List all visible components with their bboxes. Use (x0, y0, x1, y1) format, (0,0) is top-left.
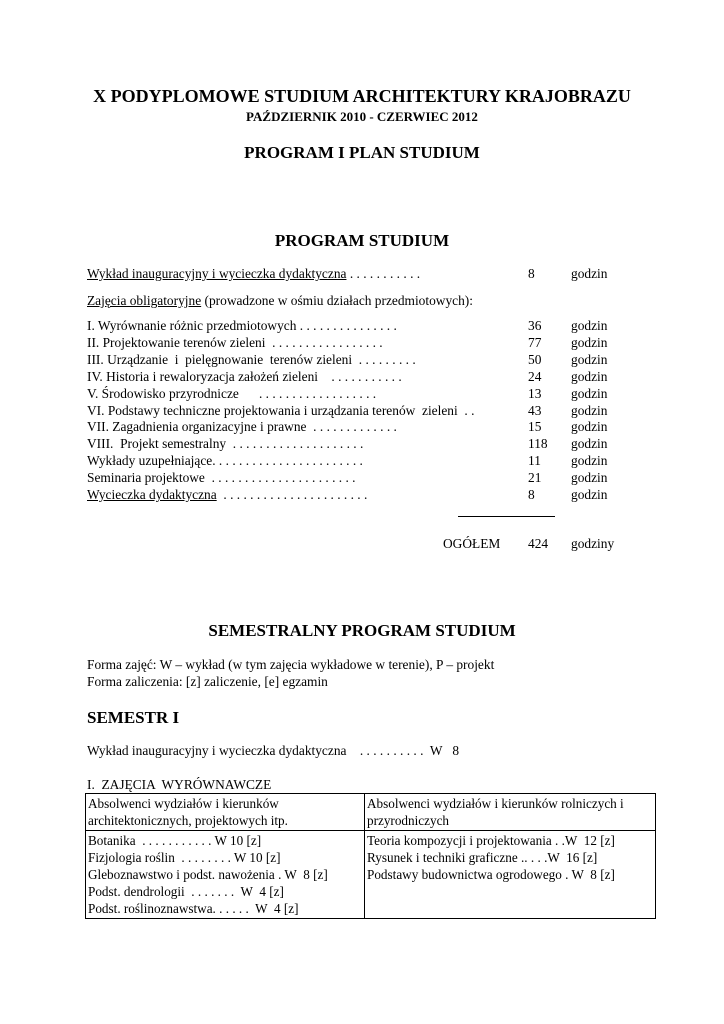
program-item-hours: 24 (528, 368, 542, 384)
program-item-dots: . . . . . . . . . . . . . . . . . . . . . . (216, 487, 368, 502)
right-header-cell (365, 794, 656, 831)
program-item-hours: 77 (528, 334, 542, 350)
program-item-label: VIII. Projekt semestralny . . . . . . . . . . . . . . . . . . . . (87, 436, 364, 452)
program-item-unit: godzin (571, 453, 608, 469)
program-item-label (87, 487, 367, 503)
program-item-label: III. Urządzanie i pielęgnowanie terenów zieleni . . . . . . . . . (87, 351, 416, 367)
intro-label: Wykład inauguracyjny i wycieczka dydaktyczna (87, 266, 347, 281)
program-item-hours: 13 (528, 385, 542, 401)
semester-program-heading: SEMESTRALNY PROGRAM STUDIUM (208, 621, 516, 640)
obligatory-label: Zajęcia obligatoryjne (87, 293, 202, 308)
program-item-hours: 43 (528, 402, 542, 418)
left-header-cell (86, 794, 365, 831)
right-header-line: przyrodniczych (367, 813, 450, 828)
program-item-label: II. Projektowanie terenów zieleni . . . . . . . . . . . . . . . . . (87, 334, 383, 350)
total-unit: godziny (571, 536, 615, 551)
program-item-label: VII. Zagadnienia organizacyjne i prawne . . . . . . . . . . . . . (87, 419, 397, 435)
course-item: Teoria kompozycji i projektowania . .W 12 [z] (367, 833, 615, 848)
course-item: Rysunek i techniki graficzne .. . . .W 16 [z] (367, 850, 598, 865)
program-item-unit: godzin (571, 318, 608, 333)
program-item-unit: godzin (571, 470, 608, 486)
program-item-hours: 8 (528, 487, 535, 502)
obligatory-note: (prowadzone w ośmiu działach przedmiotowych): (201, 293, 473, 308)
right-header-line: Absolwenci wydziałów i kierunków rolniczych i (367, 796, 624, 811)
program-item-unit: godzin (571, 351, 608, 367)
total-hours: 424 (528, 536, 549, 551)
left-courses-cell (86, 831, 365, 919)
intro-dots: . . . . . . . . . . . (346, 266, 421, 281)
program-item-unit: godzin (571, 487, 608, 502)
program-item-unit: godzin (571, 419, 608, 435)
form-classes: Forma zajęć: W – wykład (w tym zajęcia wykładowe w terenie), P – projekt (87, 657, 495, 672)
program-item-unit: godzin (571, 436, 608, 452)
program-item-unit: godzin (571, 385, 608, 401)
program-item-unit: godzin (571, 368, 608, 384)
program-item-label: VI. Podstawy techniczne projektowania i urządzania terenów zieleni . . (87, 402, 475, 418)
intro-hours: 8 (528, 266, 535, 281)
program-item-hours: 118 (528, 436, 548, 452)
table-header-row (86, 794, 656, 831)
course-item: Botanika . . . . . . . . . . . W 10 [z] (88, 833, 262, 848)
program-item-hours: 15 (528, 419, 542, 435)
semester1-heading: SEMESTR I (87, 708, 180, 727)
right-courses-cell (365, 831, 656, 919)
document-dates: PAŹDZIERNIK 2010 - CZERWIEC 2012 (246, 109, 478, 124)
document-title: X PODYPLOMOWE STUDIUM ARCHITEKTURY KRAJOBRAZU (93, 86, 631, 106)
total-label: OGÓŁEM (443, 536, 501, 551)
left-header-line: architektonicznych, projektowych itp. (88, 813, 288, 828)
classes-table (85, 793, 656, 919)
program-item-hours: 21 (528, 470, 542, 486)
program-item-hours: 50 (528, 351, 542, 367)
course-item: Podst. roślinoznawstwa. . . . . . W 4 [z] (88, 901, 299, 916)
program-item-label: V. Środowisko przyrodnicze . . . . . . . . . . . . . . . . . . (87, 385, 377, 401)
document-subtitle: PROGRAM I PLAN STUDIUM (244, 143, 480, 162)
program-item-label-text: Wycieczka dydaktyczna (87, 487, 217, 502)
left-header-line: Absolwenci wydziałów i kierunków (88, 796, 279, 811)
course-item: Podst. dendrologii . . . . . . . W 4 [z] (88, 884, 284, 899)
obligatory-line (87, 293, 473, 309)
program-item-label: Wykłady uzupełniające. . . . . . . . . . . . . . . . . . . . . . . (87, 453, 363, 469)
semester1-section-title: I. ZAJĘCIA WYRÓWNAWCZE (87, 777, 272, 792)
table-body-row (86, 831, 656, 919)
program-item-unit: godzin (571, 334, 608, 350)
program-item-label: Seminaria projektowe . . . . . . . . . . . . . . . . . . . . . . (87, 470, 356, 486)
program-item-hours: 11 (528, 453, 541, 469)
course-item: Podstawy budownictwa ogrodowego . W 8 [z] (367, 867, 615, 882)
course-item: Fizjologia roślin . . . . . . . . W 10 [z] (88, 850, 281, 865)
semester1-intro: Wykład inauguracyjny i wycieczka dydaktyczna . . . . . . . . . . W 8 (87, 743, 460, 758)
form-credit: Forma zaliczenia: [z] zaliczenie, [e] egzamin (87, 674, 328, 689)
total-rule (458, 516, 555, 517)
program-item-unit: godzin (571, 402, 608, 418)
program-heading: PROGRAM STUDIUM (274, 231, 450, 250)
program-item-label: I. Wyrównanie różnic przedmiotowych . . . . . . . . . . . . . . . (87, 318, 397, 333)
intro-unit: godzin (571, 266, 608, 281)
program-item-label: IV. Historia i rewaloryzacja założeń zieleni . . . . . . . . . . . (87, 368, 402, 384)
program-item-hours: 36 (528, 318, 542, 333)
course-item: Gleboznawstwo i podst. nawożenia . W 8 [z] (88, 867, 328, 882)
